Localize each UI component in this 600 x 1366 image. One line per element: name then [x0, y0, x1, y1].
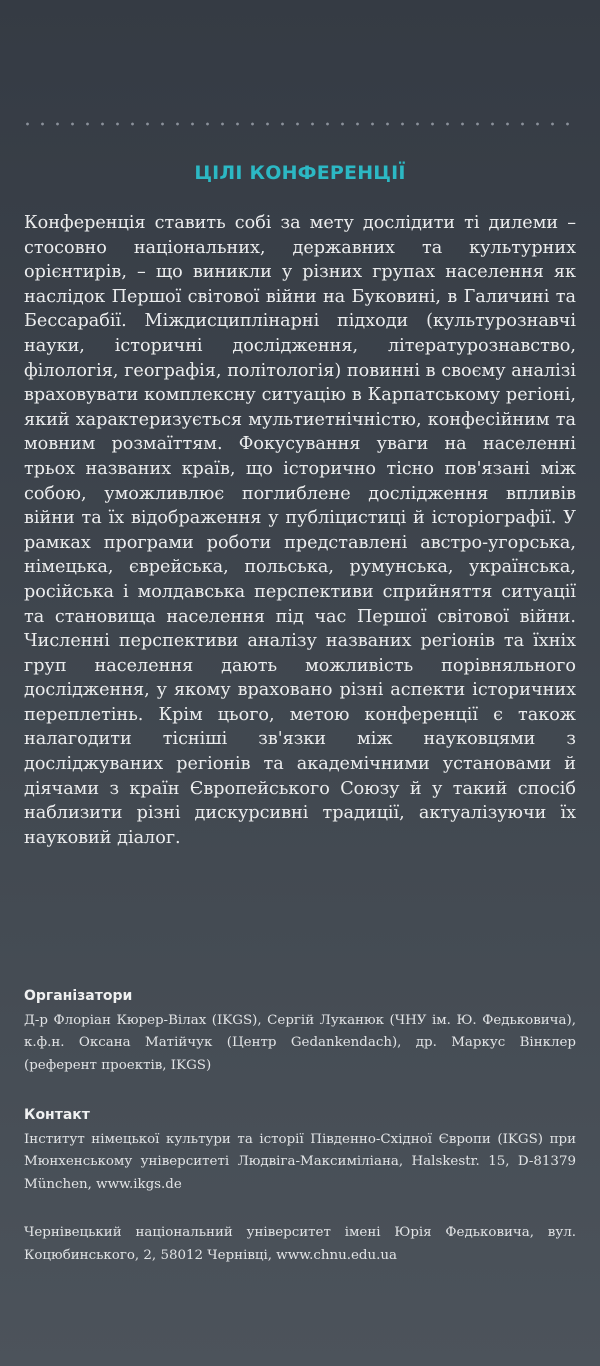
- contact-heading: Контакт: [24, 1107, 90, 1123]
- contact-section: [24, 1104, 576, 1196]
- organizers-section: [24, 985, 576, 1077]
- dotted-divider: [20, 122, 580, 126]
- contact-text: Інститут німецької культури та історії Південно-Східної Європи (IKGS) при Мюнхенському університеті Людвіга-Максиміліана, Halskestr. 15, D-81379 München, www.ikgs.de: [24, 1131, 576, 1192]
- organizers-heading: Організатори: [24, 988, 133, 1004]
- university-address-section: [24, 1222, 576, 1267]
- university-address-text: Чернівецький національний університет імені Юрія Федьковича, вул. Коцюбинського, 2, 58012 Чернівці, www.chnu.edu.ua: [24, 1225, 576, 1263]
- page-title: ЦІЛІ КОНФЕРЕНЦІЇ: [194, 162, 406, 184]
- conference-goals-text: Конференція ставить собі за мету дослідити ті дилеми – стосовно національних, державних та культурних орієнтирів, – що виникли у різних групах населення як наслідок Першої світової війни на Буковині, в Галичині та Бессарабії. Міждисциплінарні підходи (культурознавчі науки, історичні дослідження, літературознавство, філологія, географія, політологія) повинні в своєму аналізі враховувати комплексну ситуацію в Карпатському регіоні, який характеризується мультиетнічністю, конфесійним та мовним розмаїттям. Фокусування уваги на населенні трьох названих країв, що історично тісно пов'язані між собою, уможливлює поглиблене дослідження впливів війни та їх відображення у публіцистиці й історіографії. У рамках програми роботи представлені австро-угорська, німецька, єврейська, польська, румунська, українська, російська і молдавська перспективи сприйняття ситуації та становища населення під час Першої світової війни. Численні перспективи аналізу названих регіонів та їхніх груп населення дають можливість порівняльного дослідження, у якому враховано різні аспекти історичних переплетінь. Крім цього, метою конференції є також налагодити тісніші зв'язки між науковцями з досліджуваних регіонів та академічними установами й діячами з країн Європейського Союзу й у такий спосіб наблизити різні дискурсивні традиції, актуалізуючи їх науковий діалог.: [24, 213, 576, 848]
- organizers-text: Д-р Флоріан Кюрер-Вілах (IKGS), Сергій Луканюк (ЧНУ ім. Ю. Федьковича), к.ф.н. Оксана Матійчук (Центр Gedankendach), др. Маркус Вінклер (референт проектів, IKGS): [24, 1012, 576, 1073]
